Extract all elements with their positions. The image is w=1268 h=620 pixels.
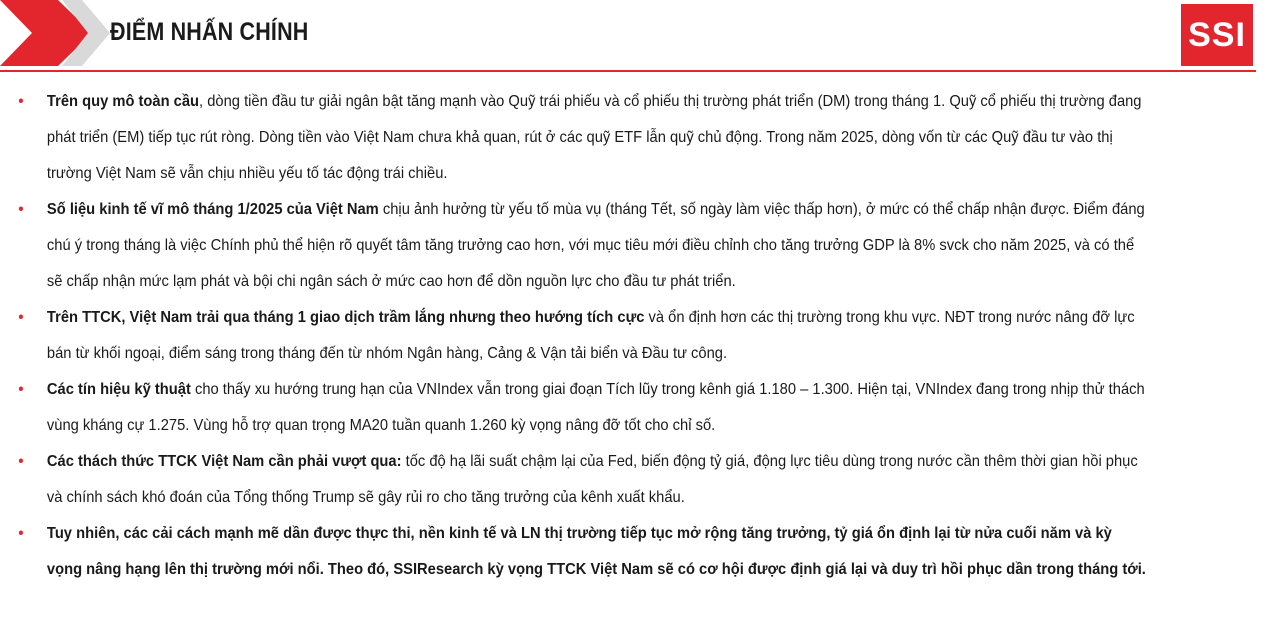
bullet-glyph: • (18, 309, 24, 326)
bullet-text: chịu ảnh hưởng từ yếu tố mùa vụ (tháng Tết, số ngày làm việc thấp hơn), ở mức có thể chấp nhận được. Điểm đáng chú ý trong tháng là việc Chính phủ thể hiện rõ quyết tâm tăng trưởng cao hơn, với mục tiêu mới điều chỉnh cho tăng trưởng GDP là 8% svck cho năm 2025, và có thể sẽ chấp nhận mức lạm phát và bội chi ngân sách ở mức cao hơn để dồn nguồn lực cho đầu tư phát triển. (46, 201, 1145, 290)
key-points-list (0, 84, 1268, 588)
bullet-lead: Các tín hiệu kỹ thuật (46, 381, 191, 398)
ssi-logo: SSI (1181, 4, 1253, 66)
list-item (0, 444, 1146, 516)
bullet-text: cho thấy xu hướng trung hạn của VNIndex vẫn trong giai đoạn Tích lũy trong kênh giá 1.180 – 1.300. Hiện tại, VNIndex đang trong nhịp thử thách vùng kháng cự 1.275. Vùng hỗ trợ quan trọng MA20 tuần quanh 1.260 kỳ vọng nâng đỡ tốt cho chỉ số. (46, 381, 1145, 434)
bullet-lead: Các thách thức TTCK Việt Nam cần phải vượt qua: (46, 453, 402, 470)
bullet-glyph: • (18, 381, 24, 398)
chevron-arrow-icon (0, 0, 110, 66)
list-item (0, 84, 1146, 192)
bullet-text: , dòng tiền đầu tư giải ngân bật tăng mạnh vào Quỹ trái phiếu và cổ phiếu thị trường phát triển (DM) trong tháng 1. Quỹ cổ phiếu thị trường đang phát triển (EM) tiếp tục rút ròng. Dòng tiền vào Việt Nam chưa khả quan, rút ở các quỹ ETF lẫn quỹ chủ động. Trong năm 2025, dòng vốn từ các Quỹ đầu tư vào thị trường Việt Nam sẽ vẫn chịu nhiều yếu tố tác động trái chiều. (46, 93, 1142, 182)
header (0, 0, 1268, 70)
header-divider (0, 70, 1256, 72)
bullet-lead: Số liệu kinh tế vĩ mô tháng 1/2025 của Việt Nam (46, 201, 379, 218)
bullet-glyph: • (18, 453, 24, 470)
bullet-glyph: • (18, 93, 24, 110)
page-title: ĐIỂM NHẤN CHÍNH (110, 18, 309, 46)
list-item (0, 516, 1146, 588)
bullet-lead: Tuy nhiên, các cải cách mạnh mẽ dần được thực thi, nền kinh tế và LN thị trường tiếp tục mở rộng tăng trưởng, tỷ giá ổn định lại từ nửa cuối năm và kỳ vọng nâng hạng lên thị trường mới nổi. Theo đó, SSIResearch kỳ vọng TTCK Việt Nam sẽ có cơ hội được định giá lại và duy trì hồi phục dần trong tháng tới. (46, 525, 1146, 578)
bullet-lead: Trên quy mô toàn cầu (46, 93, 200, 110)
list-item (0, 192, 1146, 300)
bullet-glyph: • (18, 201, 24, 218)
list-item (0, 300, 1146, 372)
bullet-text: và ổn định hơn các thị trường trong khu vực. NĐT trong nước nâng đỡ lực bán từ khối ngoại, điểm sáng trong tháng đến từ nhóm Ngân hàng, Cảng & Vận tải biển và Đầu tư công. (46, 309, 1135, 362)
bullet-lead: Trên TTCK, Việt Nam trải qua tháng 1 giao dịch trầm lắng nhưng theo hướng tích cực (46, 309, 645, 326)
list-item (0, 372, 1146, 444)
bullet-glyph: • (18, 525, 24, 542)
bullet-text: tốc độ hạ lãi suất chậm lại của Fed, biến động tỷ giá, động lực tiêu dùng trong nước cần thêm thời gian hồi phục và chính sách khó đoán của Tổng thống Trump sẽ gây rủi ro cho tăng trưởng của kênh xuất khẩu. (46, 453, 1138, 506)
